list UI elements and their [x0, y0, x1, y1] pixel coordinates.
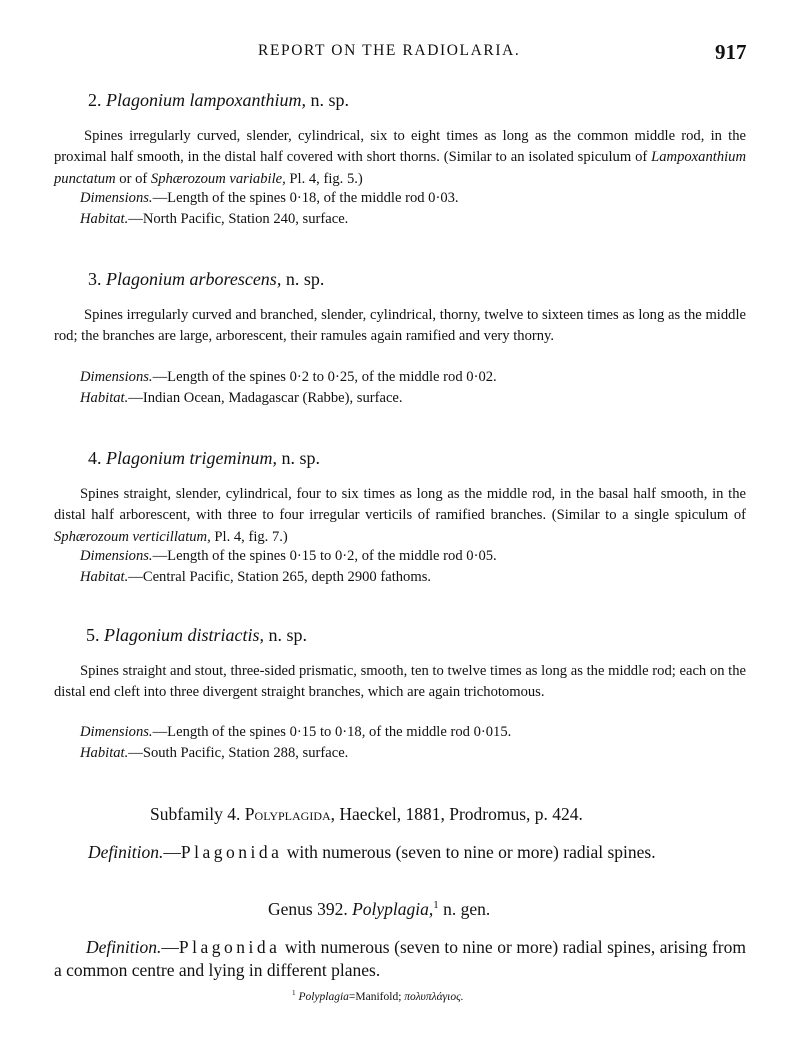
species-description: Spines straight, slender, cylindrical, four to six times as long as the middle rod, in the basal half smooth, in the distal half arborescent, with three to four irregular verticils of ramified branches. (Similar to a single spiculum of Sphærozoum verticillatum, Pl. 4, fig. 7.) [54, 486, 746, 545]
species-habitat: Habitat.—Indian Ocean, Madagascar (Rabbe), surface. [80, 390, 403, 406]
species-status: n. sp. [268, 625, 308, 645]
species-heading [86, 625, 307, 646]
page-number: 917 [715, 40, 747, 64]
species-number: 5. [86, 625, 100, 645]
species-dimensions: Dimensions.—Length of the spines 0·15 to 0·18, of the middle rod 0·015. [80, 724, 512, 740]
species-name: Plagonium distriactis, [104, 625, 265, 645]
species-name: Plagonium trigeminum, [106, 448, 277, 468]
species-heading [88, 448, 320, 469]
species-dimensions: Dimensions.—Length of the spines 0·18, of the middle rod 0·03. [80, 190, 459, 206]
species-number: 4. [88, 448, 102, 468]
species-dimensions: Dimensions.—Length of the spines 0·15 to 0·2, of the middle rod 0·05. [80, 548, 497, 564]
running-head-title: REPORT ON THE RADIOLARIA. [258, 42, 521, 59]
species-number: 3. [88, 269, 102, 289]
species-description: Spines straight and stout, three-sided prismatic, smooth, ten to twelve times as long as the middle rod; each on the distal end cleft into three divergent straight branches, which are again trichotomous. [54, 663, 746, 701]
footnote-reference: 1 [433, 899, 439, 912]
species-description: Spines irregularly curved and branched, slender, cylindrical, thorny, twelve to sixteen times as long as the middle rod; the branches are large, arborescent, their ramules again ramified and very thorny. [54, 307, 746, 345]
species-name: Plagonium arborescens, [106, 269, 282, 289]
species-dimensions: Dimensions.—Length of the spines 0·2 to 0·25, of the middle rod 0·02. [80, 369, 497, 385]
species-name: Plagonium lampoxanthium, [106, 90, 306, 110]
species-status: n. sp. [281, 448, 321, 468]
species-number: 2. [88, 90, 102, 110]
species-status: n. sp. [310, 90, 350, 110]
species-heading [88, 90, 349, 111]
subfamily-heading: Subfamily 4. Polyplagida, Haeckel, 1881, Prodromus, p. 424. [150, 804, 583, 824]
species-habitat: Habitat.—North Pacific, Station 240, surface. [80, 211, 349, 227]
species-habitat: Habitat.—South Pacific, Station 288, surface. [80, 745, 349, 761]
running-head [0, 40, 800, 64]
subfamily-definition: Definition.—Plagonida with numerous (seven to nine or more) radial spines. [88, 842, 656, 862]
species-habitat: Habitat.—Central Pacific, Station 265, depth 2900 fathoms. [80, 569, 432, 585]
species-description: Spines irregularly curved, slender, cylindrical, six to eight times as long as the common middle rod, in the proximal half smooth, in the distal half covered with short thorns. (Similar to an isolated spiculum of Lampoxanthium punctatum or of Sphærozoum variabile, Pl. 4, fig. 5.) [54, 128, 746, 187]
species-heading [88, 269, 324, 290]
genus-name: Polyplagia, [352, 899, 434, 919]
species-status: n. sp. [285, 269, 325, 289]
footnote: $^1$ Polyplagia=Manifold; πολυπλάγιος. [292, 989, 464, 1003]
subfamily-name: Polyplagida, [244, 804, 336, 824]
genus-heading: Genus 392. Polyplagia,$^1$ n. gen. [268, 899, 491, 919]
genus-definition: Definition.—Plagonida with numerous (seven to nine or more) radial spines, arising from a common centre and lying in different planes. [54, 937, 746, 980]
